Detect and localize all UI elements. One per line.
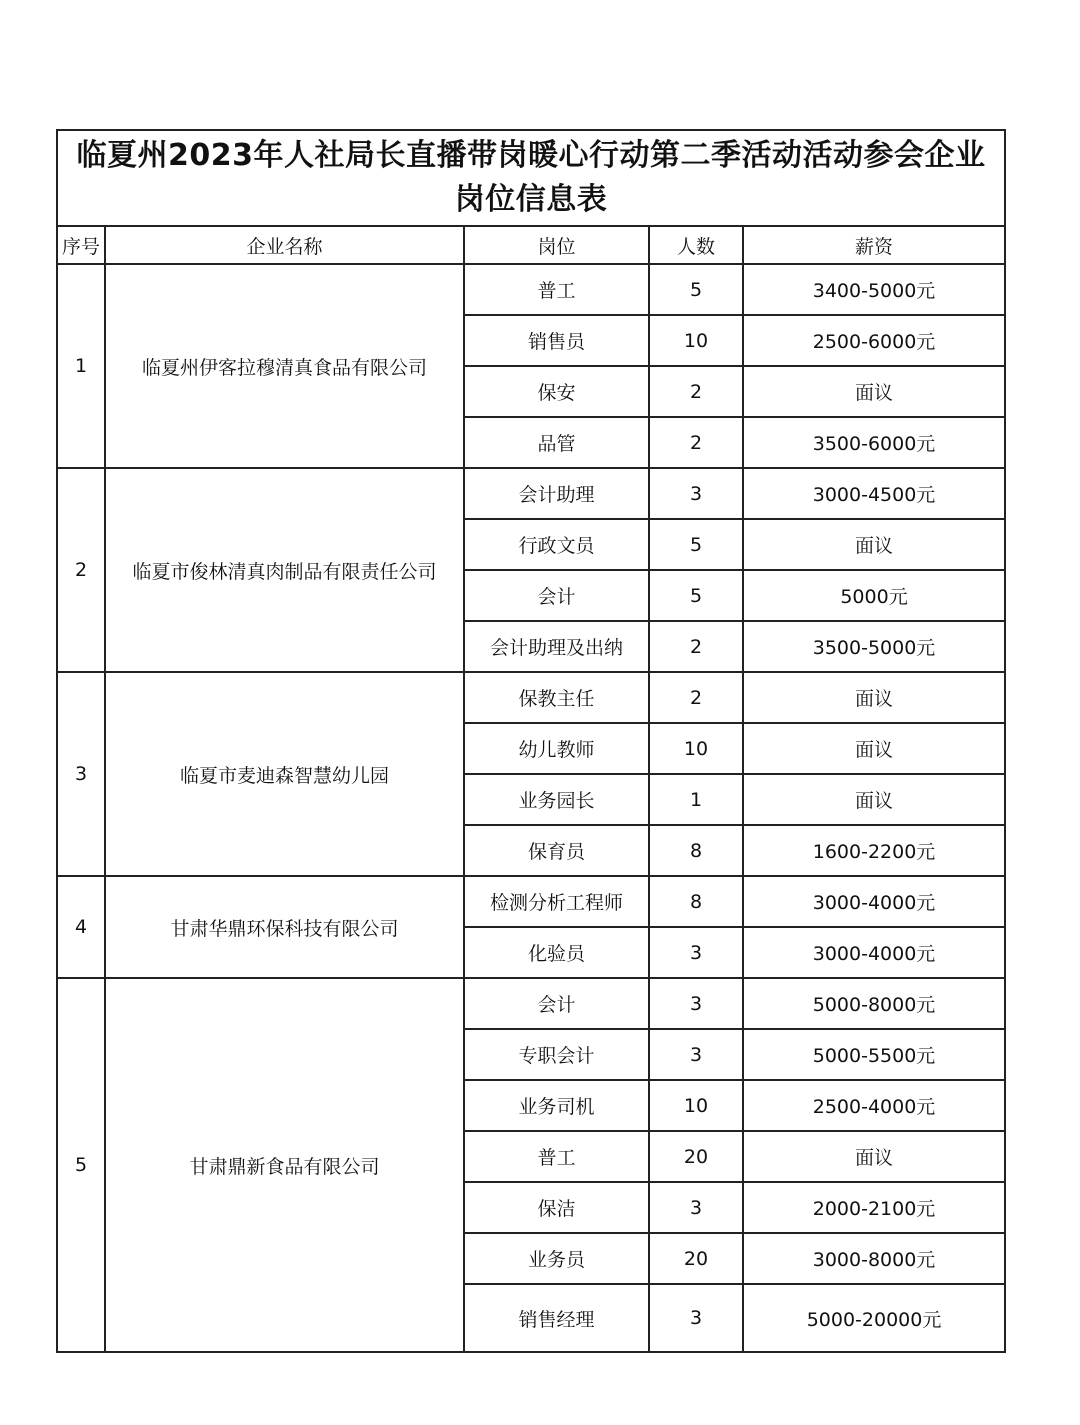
job-count: 3	[649, 468, 743, 519]
company-seq: 2	[57, 468, 105, 672]
job-count: 8	[649, 825, 743, 876]
job-position: 保洁	[464, 1182, 649, 1233]
job-salary: 2000-2100元	[743, 1182, 1005, 1233]
job-count: 2	[649, 417, 743, 468]
job-count: 2	[649, 621, 743, 672]
job-position: 会计	[464, 978, 649, 1029]
job-salary: 面议	[743, 1131, 1005, 1182]
job-position: 保育员	[464, 825, 649, 876]
job-salary: 2500-6000元	[743, 315, 1005, 366]
table-row	[57, 876, 1005, 927]
company-name: 甘肃华鼎环保科技有限公司	[105, 876, 464, 978]
header-salary: 薪资	[743, 226, 1005, 264]
job-position: 专职会计	[464, 1029, 649, 1080]
job-salary: 3000-4500元	[743, 468, 1005, 519]
job-salary: 3000-4000元	[743, 876, 1005, 927]
job-salary: 3000-4000元	[743, 927, 1005, 978]
job-salary: 面议	[743, 672, 1005, 723]
header-company: 企业名称	[105, 226, 464, 264]
job-position: 普工	[464, 264, 649, 315]
header-position: 岗位	[464, 226, 649, 264]
job-count: 20	[649, 1233, 743, 1284]
table-row	[57, 264, 1005, 315]
job-salary: 3400-5000元	[743, 264, 1005, 315]
job-position: 行政文员	[464, 519, 649, 570]
job-position: 保安	[464, 366, 649, 417]
job-table-body	[57, 130, 1005, 1352]
company-name: 临夏市俊林清真肉制品有限责任公司	[105, 468, 464, 672]
job-salary: 面议	[743, 366, 1005, 417]
job-position: 品管	[464, 417, 649, 468]
job-salary: 5000元	[743, 570, 1005, 621]
company-name: 临夏市麦迪森智慧幼儿园	[105, 672, 464, 876]
job-count: 10	[649, 315, 743, 366]
job-position: 业务园长	[464, 774, 649, 825]
job-position: 会计助理	[464, 468, 649, 519]
job-salary: 2500-4000元	[743, 1080, 1005, 1131]
job-info-document	[56, 129, 1004, 1353]
header-row	[57, 226, 1005, 264]
job-count: 10	[649, 723, 743, 774]
table-row	[57, 468, 1005, 519]
job-position: 业务员	[464, 1233, 649, 1284]
job-salary: 面议	[743, 723, 1005, 774]
job-salary: 3000-8000元	[743, 1233, 1005, 1284]
job-salary: 3500-6000元	[743, 417, 1005, 468]
job-salary: 3500-5000元	[743, 621, 1005, 672]
job-count: 5	[649, 264, 743, 315]
job-count: 5	[649, 570, 743, 621]
job-position: 幼儿教师	[464, 723, 649, 774]
header-count: 人数	[649, 226, 743, 264]
job-position: 化验员	[464, 927, 649, 978]
company-seq: 1	[57, 264, 105, 468]
job-count: 8	[649, 876, 743, 927]
job-salary: 5000-20000元	[743, 1284, 1005, 1352]
job-salary: 5000-8000元	[743, 978, 1005, 1029]
job-count: 3	[649, 978, 743, 1029]
job-salary: 1600-2200元	[743, 825, 1005, 876]
job-count: 3	[649, 927, 743, 978]
company-seq: 5	[57, 978, 105, 1352]
job-position: 销售员	[464, 315, 649, 366]
job-count: 1	[649, 774, 743, 825]
company-name: 甘肃鼎新食品有限公司	[105, 978, 464, 1352]
job-count: 3	[649, 1029, 743, 1080]
job-count: 5	[649, 519, 743, 570]
job-position: 会计助理及出纳	[464, 621, 649, 672]
job-count: 20	[649, 1131, 743, 1182]
job-position: 检测分析工程师	[464, 876, 649, 927]
company-name: 临夏州伊客拉穆清真食品有限公司	[105, 264, 464, 468]
job-position: 保教主任	[464, 672, 649, 723]
job-salary: 面议	[743, 519, 1005, 570]
job-position: 会计	[464, 570, 649, 621]
job-position: 销售经理	[464, 1284, 649, 1352]
company-seq: 3	[57, 672, 105, 876]
table-row	[57, 978, 1005, 1029]
job-count: 10	[649, 1080, 743, 1131]
job-table	[56, 129, 1006, 1353]
job-position: 业务司机	[464, 1080, 649, 1131]
job-count: 2	[649, 672, 743, 723]
page-title: 临夏州2023年人社局长直播带岗暖心行动第二季活动活动参会企业岗位信息表	[57, 130, 1005, 226]
title-row	[57, 130, 1005, 226]
job-salary: 5000-5500元	[743, 1029, 1005, 1080]
job-position: 普工	[464, 1131, 649, 1182]
company-seq: 4	[57, 876, 105, 978]
table-row	[57, 672, 1005, 723]
job-salary: 面议	[743, 774, 1005, 825]
job-count: 3	[649, 1284, 743, 1352]
job-count: 3	[649, 1182, 743, 1233]
header-seq: 序号	[57, 226, 105, 264]
job-count: 2	[649, 366, 743, 417]
